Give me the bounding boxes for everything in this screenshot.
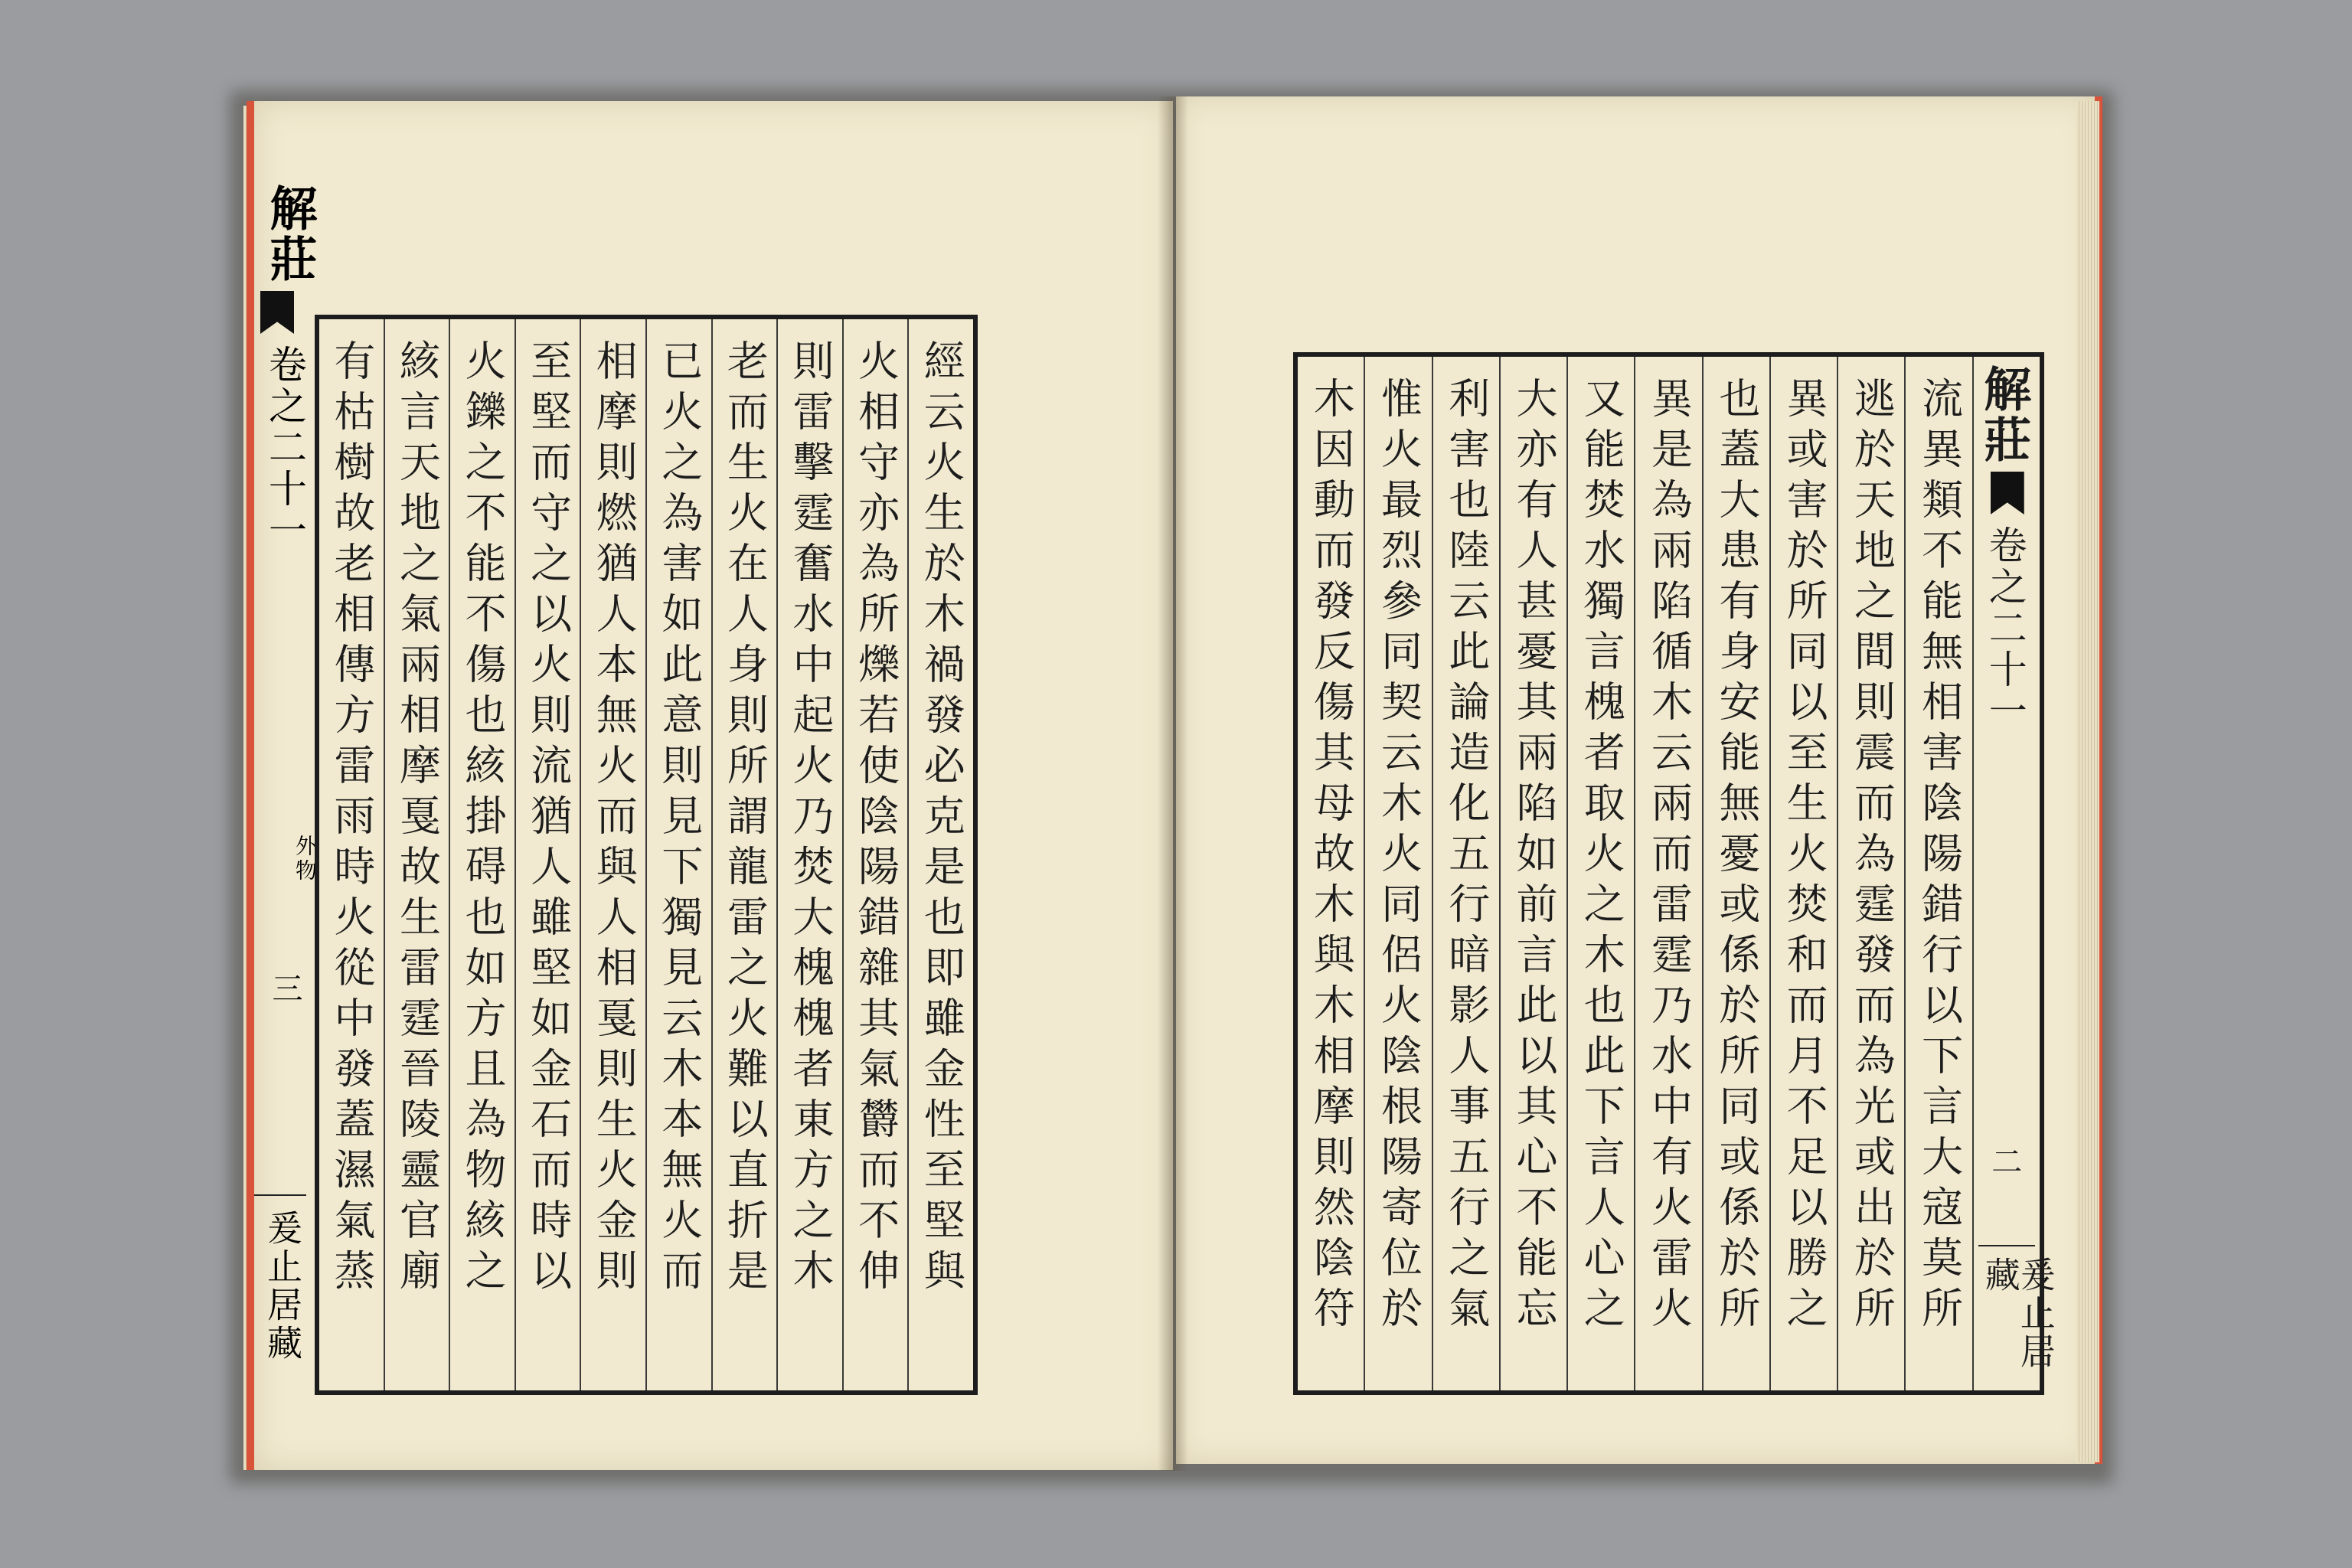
header-title: 解莊 (1975, 364, 2032, 466)
right-column-9: 惟火最烈參同契云木火同侶火陰根陽寄位於 (1364, 357, 1431, 1390)
margin-chapter: 外物 (292, 835, 318, 884)
left-column-8: 火鑠之不能不傷也絯掛碍也如方且為物絯之 (449, 319, 514, 1390)
header-fish-tail-ornament (1991, 472, 2024, 514)
margin-press-mark: 爰止居藏 (262, 1210, 303, 1363)
right-column-3: 異或害於所同以至生火焚和而月不足以勝之 (1769, 357, 1837, 1390)
right-column-7: 大亦有人甚憂其兩陷如前言此以其心不能忘 (1499, 357, 1566, 1390)
right-column-1: 流異類不能無相害陰陽錯行以下言大寇莫所 (1904, 357, 1971, 1390)
header-volume: 卷之二十一 (1982, 525, 2027, 732)
margin-title: 解莊 (262, 184, 318, 285)
left-column-5: 已火之為害如此意則見下獨見云木本無火而 (645, 319, 711, 1390)
right-text-frame (1293, 352, 2056, 1395)
right-header-column (1972, 357, 2056, 1390)
left-column-4: 老而生火在人身則所謂龍雷之火難以直折是 (711, 319, 777, 1390)
right-header-block (1974, 357, 2056, 1390)
header-press-mark: 爰止居藏 (1979, 1256, 2056, 1371)
header-page-number: 二 (1986, 1145, 2022, 1181)
right-column-5: 異是為兩陷循木云兩而雷霆乃水中有火雷火 (1634, 357, 1701, 1390)
book-gutter (1158, 96, 1188, 1471)
margin-volume: 卷之二十一 (263, 345, 307, 551)
right-column-10: 木因動而發反傷其母故木與木相摩則然陰符 (1307, 377, 1356, 1337)
left-column-1: 經云火生於木禍發必克是也即雖金性至堅與 (907, 319, 973, 1390)
right-column-8: 利害也陸云此論造化五行暗影人事五行之氣 (1432, 357, 1499, 1390)
margin-rule (254, 1194, 306, 1196)
margin-fish-tail-ornament (260, 291, 294, 334)
left-column-2: 火相守亦為所爍若使陰陽錯雜其氣欝而不伸 (842, 319, 908, 1390)
right-column-6: 又能焚水獨言槐者取火之木也此下言人心之 (1566, 357, 1634, 1390)
left-column-3: 則雷擊霆奮水中起火乃焚大槐槐者東方之木 (776, 319, 842, 1390)
right-column-4: 也蓋大患有身安能無憂或係於所同或係於所 (1702, 357, 1769, 1390)
left-column-6: 相摩則燃猶人本無火而與人相戛則生火金則 (580, 319, 645, 1390)
left-text-frame (315, 315, 978, 1395)
margin-page-number: 三 (267, 972, 302, 1003)
left-column-7: 至堅而守之以火則流猶人雖堅如金石而時以 (514, 319, 580, 1390)
right-page-edge (2076, 101, 2099, 1462)
left-column-9: 絯言天地之氣兩相摩戛故生雷霆晉陵靈官廟 (384, 319, 449, 1390)
left-column-10: 有枯樹故老相傳方雷雨時火從中發蓋濕氣蒸 (327, 339, 376, 1299)
header-rule (1978, 1245, 2035, 1246)
left-page-margin (250, 92, 318, 1393)
right-column-2: 逃於天地之間則震而為霆發而為光或出於所 (1837, 357, 1904, 1390)
